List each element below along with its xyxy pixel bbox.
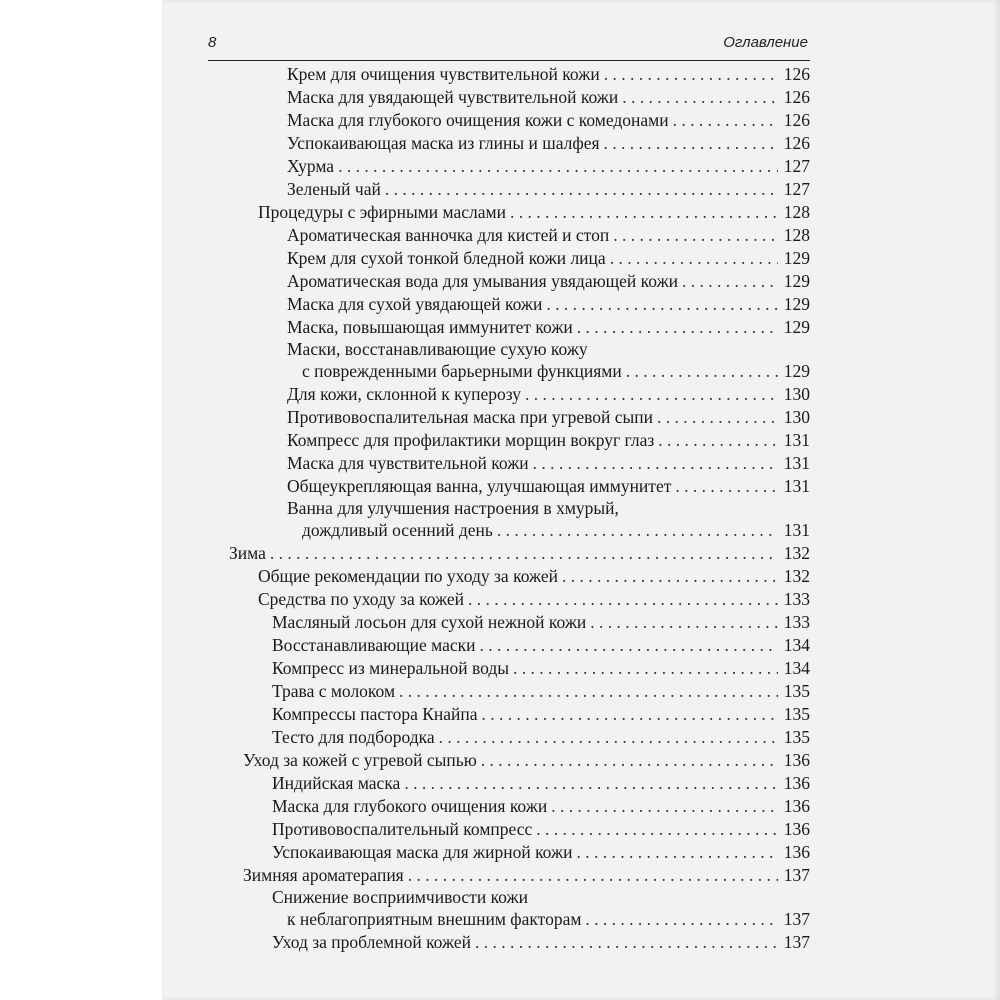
toc-entry: Ароматическая вода для умывания увядающей кожи . . . 129: [287, 270, 810, 292]
toc-page-number: 130: [783, 384, 810, 404]
toc-page-number: 129: [783, 317, 810, 337]
toc-page-number: 127: [783, 156, 810, 176]
toc-page-number: 129: [783, 271, 810, 291]
toc-section-entry: Зима . . . 132: [229, 542, 810, 564]
toc-entry: Крем для сухой тонкой бледной кожи лица . . . 129: [287, 247, 810, 269]
toc-entry: Восстанавливающие маски . . . 134: [272, 634, 810, 656]
toc-page-number: 131: [783, 430, 810, 450]
toc-page-number: 135: [783, 681, 810, 701]
toc-entry-first-line: Маски, восстанавливающие сухую кожу: [287, 339, 588, 359]
toc-entry: к неблагоприятным внешним факторам . . . 137: [287, 908, 810, 930]
toc-entry: Индийская маска . . . 136: [272, 772, 810, 794]
toc-page-number: 126: [783, 110, 810, 130]
toc-page-number: 134: [783, 635, 810, 655]
toc-page-number: 128: [783, 202, 810, 222]
toc-page-number: 137: [783, 932, 810, 952]
toc-page-number: 131: [783, 520, 810, 540]
page-number: 8: [208, 34, 217, 51]
toc-entry: Успокаивающая маска для жирной кожи . . . 136: [272, 841, 810, 863]
toc-entry: Успокаивающая маска из глины и шалфея . . . 126: [287, 132, 810, 154]
toc-entry: Противовоспалительный компресс . . . 136: [272, 818, 810, 840]
toc-entry: Маска для глубокого очищения кожи . . . 136: [272, 795, 810, 817]
toc-page-number: 137: [783, 909, 810, 929]
toc-entry: Хурма . . . 127: [287, 155, 810, 177]
toc-page-number: 136: [783, 750, 810, 770]
running-header: [208, 26, 810, 61]
toc-entry: Общеукрепляющая ванна, улучшающая иммунитет . . . 131: [287, 475, 810, 497]
toc-page-number: 126: [783, 64, 810, 84]
toc-entry: Компрессы пастора Кнайпа . . . 135: [272, 703, 810, 725]
toc-entry: Масляный лосьон для сухой нежной кожи . . . 133: [272, 611, 810, 633]
toc-entry: Противовоспалительная маска при угревой сыпи . . . 130: [287, 406, 810, 428]
toc-entry: Для кожи, склонной к куперозу . . . 130: [287, 383, 810, 405]
toc-page-number: 134: [783, 658, 810, 678]
toc-entry: Компресс для профилактики морщин вокруг глаз . . . 131: [287, 429, 810, 451]
toc-page-number: 135: [783, 704, 810, 724]
toc-page-number: 133: [783, 589, 810, 609]
toc-entry: Тесто для подбородка . . . 135: [272, 726, 810, 748]
toc-page-number: 129: [783, 361, 810, 381]
toc-page-number: 136: [783, 773, 810, 793]
toc-page-number: 128: [783, 225, 810, 245]
toc-entry: с поврежденными барьерными функциями . . . 129: [302, 360, 810, 382]
running-title: Оглавление: [723, 34, 808, 51]
toc-page-number: 131: [783, 453, 810, 473]
toc-entry: Уход за проблемной кожей . . . 137: [272, 931, 810, 953]
toc-page-number: 136: [783, 796, 810, 816]
toc-entry: Маска для увядающей чувствительной кожи . . . 126: [287, 86, 810, 108]
toc-page-number: 133: [783, 612, 810, 632]
toc-entry: Средства по уходу за кожей . . . 133: [258, 588, 810, 610]
toc-page-number: 131: [783, 476, 810, 496]
toc-page-number: 132: [783, 566, 810, 586]
toc-entry-first-line: Ванна для улучшения настроения в хмурый,: [287, 498, 619, 518]
toc-entry: Процедуры с эфирными маслами . . . 128: [258, 201, 810, 223]
toc-entry: Маска для глубокого очищения кожи с комедонами . . . 126: [287, 109, 810, 131]
toc-entry: Трава с молоком . . . 135: [272, 680, 810, 702]
toc-entry: Ароматическая ванночка для кистей и стоп . . . 128: [287, 224, 810, 246]
toc-page-number: 135: [783, 727, 810, 747]
toc-page-number: 126: [783, 87, 810, 107]
toc-entry: Общие рекомендации по уходу за кожей . . . 132: [258, 565, 810, 587]
toc-entry: дождливый осенний день . . . 131: [302, 519, 810, 541]
toc-entry: Компресс из минеральной воды . . . 134: [272, 657, 810, 679]
toc-page-number: 129: [783, 294, 810, 314]
toc-entry: Зеленый чай . . . 127: [287, 178, 810, 200]
toc-page-number: 126: [783, 133, 810, 153]
toc-entry: Зимняя ароматерапия . . . 137: [243, 864, 810, 886]
toc-entry: Маска для чувствительной кожи . . . 131: [287, 452, 810, 474]
toc-entry: Уход за кожей с угревой сыпью . . . 136: [243, 749, 810, 771]
toc-entry: Маска для сухой увядающей кожи . . . 129: [287, 293, 810, 315]
toc-page-number: 137: [783, 865, 810, 885]
toc-page-number: 136: [783, 819, 810, 839]
toc-page-number: 136: [783, 842, 810, 862]
toc-page-number: 132: [783, 543, 810, 563]
toc-page-number: 130: [783, 407, 810, 427]
toc-page-number: 127: [783, 179, 810, 199]
toc-page-number: 129: [783, 248, 810, 268]
toc-entry: Крем для очищения чувствительной кожи . . . 126: [287, 63, 810, 85]
toc-entry: Маска, повышающая иммунитет кожи . . . 129: [287, 316, 810, 338]
toc-entry-first-line: Снижение восприимчивости кожи: [272, 887, 528, 907]
